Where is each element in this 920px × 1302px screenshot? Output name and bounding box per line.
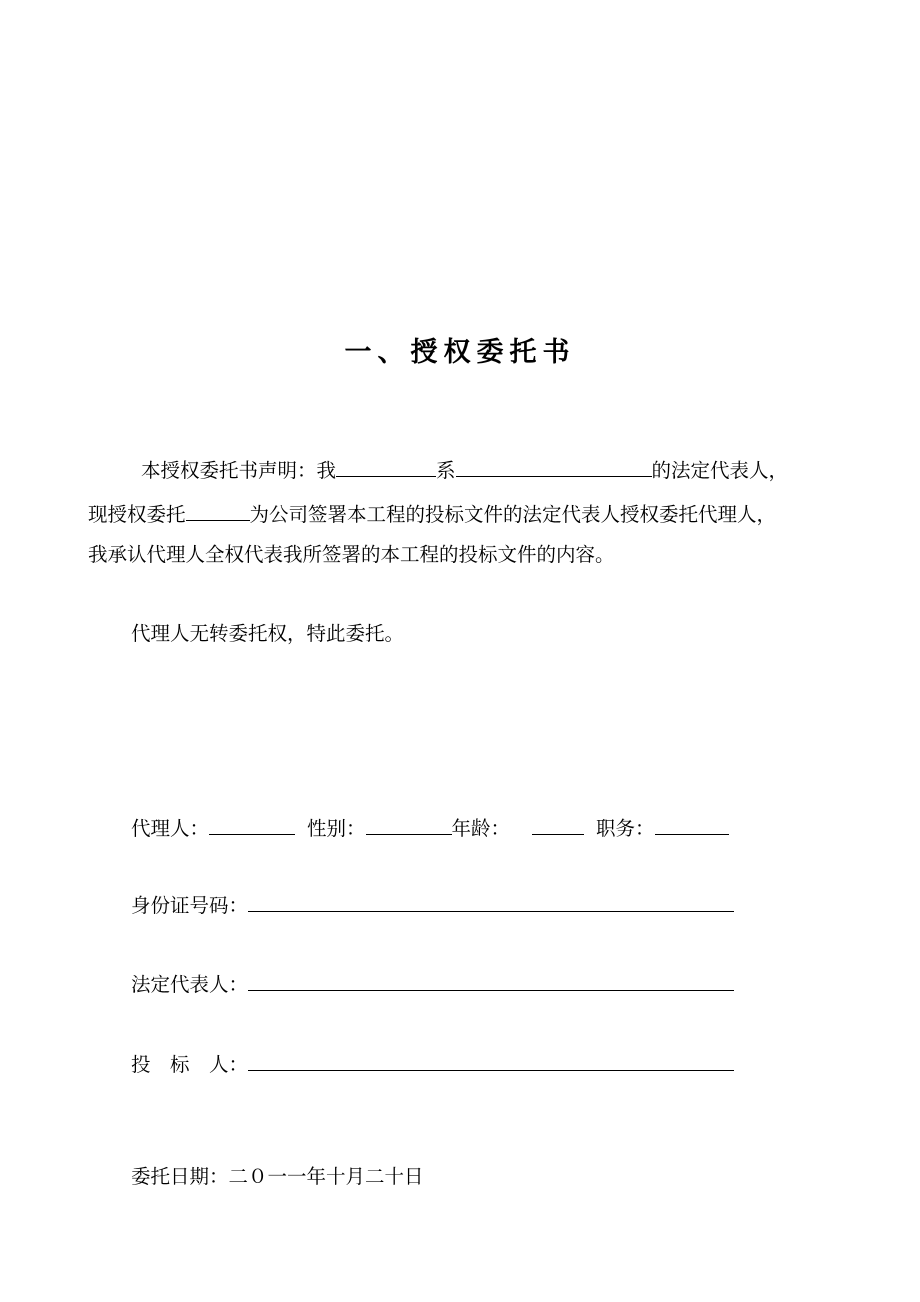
legal-rep-label: 法定代表人： xyxy=(131,973,249,996)
bidder-row xyxy=(131,1050,734,1077)
age-blank[interactable] xyxy=(532,814,584,835)
gender-label: 性别： xyxy=(307,817,366,840)
agent-blank[interactable] xyxy=(209,814,295,835)
statement-line2-prefix: 现授权委托 xyxy=(88,503,186,526)
statement-line-2 xyxy=(88,500,776,527)
position-label: 职务： xyxy=(596,817,655,840)
statement-line2-suffix: 为公司签署本工程的投标文件的法定代表人授权委托代理人， xyxy=(249,503,777,526)
statement-line1-suffix: 的法定代表人， xyxy=(651,459,789,482)
agent-label: 代理人： xyxy=(131,817,210,840)
position-blank[interactable] xyxy=(655,814,729,835)
legal-rep-row xyxy=(131,970,734,997)
id-blank[interactable] xyxy=(248,891,734,912)
statement-line1-mid: 系 xyxy=(436,459,456,482)
id-row xyxy=(131,891,734,918)
bidder-label: 投 标 人： xyxy=(131,1053,249,1076)
no-transfer-line xyxy=(131,622,404,646)
age-label: 年龄： xyxy=(451,817,511,840)
statement-line-1 xyxy=(141,456,788,483)
company-blank xyxy=(456,456,652,477)
document-title: 一、授权委托书 xyxy=(344,337,576,368)
agent-name-blank xyxy=(186,500,250,521)
agent-details-row xyxy=(131,814,729,841)
legal-rep-blank[interactable] xyxy=(248,970,734,991)
statement-line3: 我承认代理人全权代表我所签署的本工程的投标文件的内容。 xyxy=(88,543,615,566)
name-blank xyxy=(336,456,436,477)
statement-line-3 xyxy=(88,543,615,567)
statement-line1-prefix: 本授权委托书声明：我 xyxy=(141,459,337,482)
date-line xyxy=(131,1165,424,1189)
gender-blank[interactable] xyxy=(366,814,452,835)
bidder-blank[interactable] xyxy=(248,1050,734,1071)
no-transfer-text: 代理人无转委托权，特此委托。 xyxy=(131,622,405,645)
date-text: 委托日期：二０一一年十月二十日 xyxy=(131,1165,424,1188)
id-label: 身份证号码： xyxy=(131,894,249,917)
